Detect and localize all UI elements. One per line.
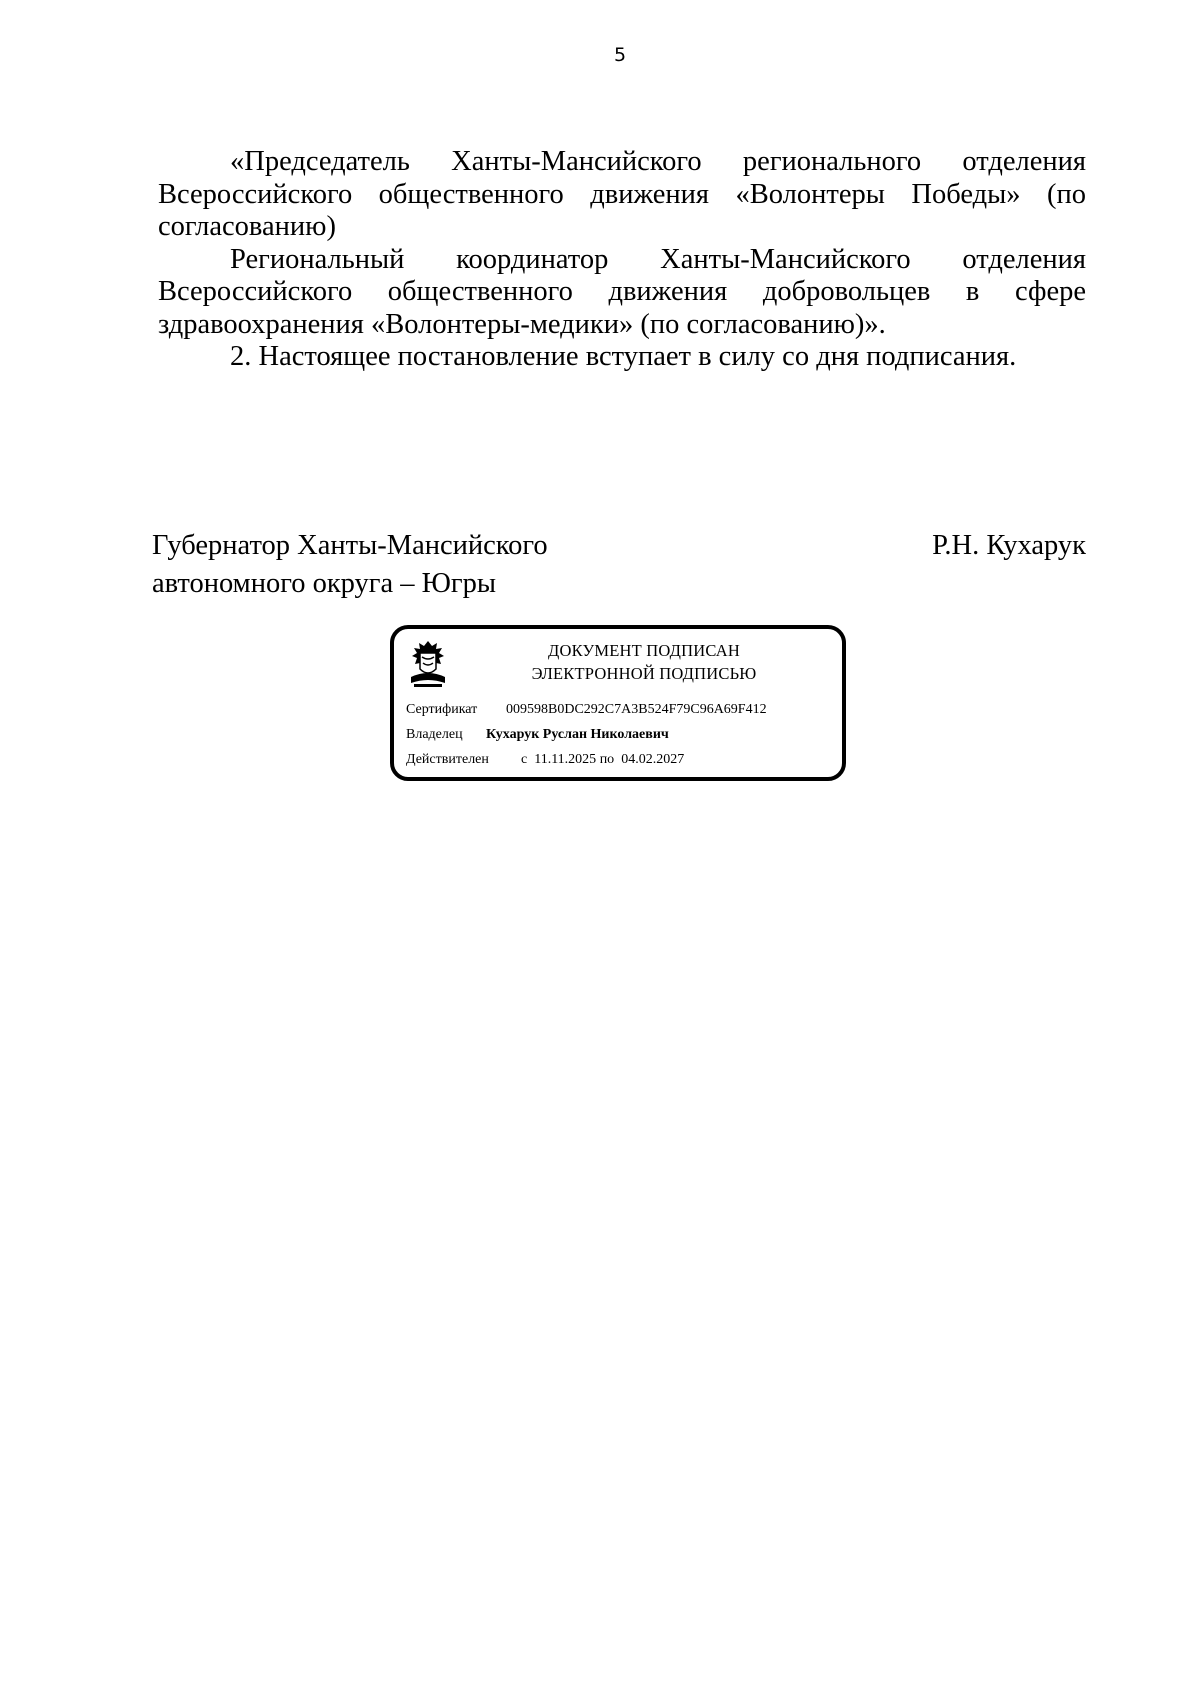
paragraph-chairman: «Председатель Ханты-Мансийского регионального отделения Всероссийского общественного движения «Волонтеры Победы» (по согласованию) [158, 146, 1086, 242]
paragraph-effective-date: 2. Настоящее постановление вступает в силу со дня подписания. [230, 341, 1017, 372]
valid-to-prefix: по [599, 752, 615, 767]
validity-row [406, 752, 684, 768]
signatory-title-line-1: Губернатор Ханты-Мансийского [152, 530, 548, 561]
owner-row [406, 727, 669, 743]
stamp-heading-line-1: ДОКУМЕНТ ПОДПИСАН [548, 641, 740, 660]
document-body [158, 146, 1086, 374]
electronic-signature-stamp [390, 625, 846, 781]
page-number: 5 [613, 44, 627, 66]
signatory-title [152, 527, 548, 603]
certificate-row [406, 702, 767, 718]
owner-value: Кухарук Руслан Николаевич [486, 727, 669, 742]
certificate-value: 009598B0DC292C7A3B524F79C96A69F412 [506, 702, 767, 717]
signature-block [152, 527, 1086, 603]
paragraph-coordinator: Региональный координатор Ханты-Мансийского отделения Всероссийского общественного движения добровольцев в сфере здравоохранения «Волонтеры-медики» (по согласованию)». [158, 243, 1086, 340]
valid-to-date: 04.02.2027 [621, 752, 685, 767]
valid-from-prefix: с [521, 752, 528, 767]
certificate-label: Сертификат [406, 702, 478, 717]
signatory-title-line-2: автономного округа – Югры [152, 568, 497, 599]
stamp-heading-line-2: ЭЛЕКТРОННОЙ ПОДПИСЬЮ [531, 664, 757, 683]
validity-label: Действителен [406, 752, 489, 767]
signatory-name: Р.Н. Кухарук [932, 530, 1086, 561]
stamp-heading [454, 639, 834, 685]
valid-from-date: 11.11.2025 [534, 752, 597, 767]
owner-label: Владелец [406, 727, 463, 742]
coat-of-arms-icon [408, 639, 448, 689]
